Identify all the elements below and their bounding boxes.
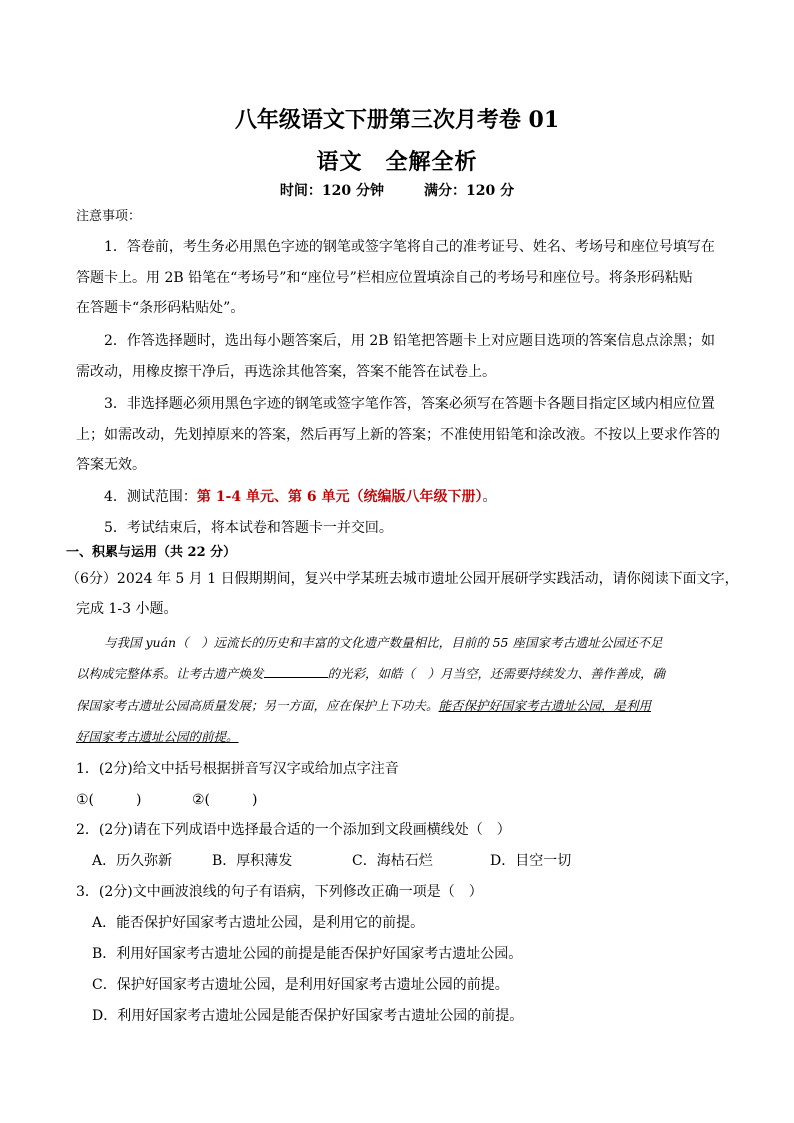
- question-2: 2．(2分)请在下列成语中选择最合适的一个添加到文段画横线处（ ）: [76, 822, 511, 838]
- passage-line1: 与我国 yuán（ ）远流长的历史和丰富的文化遗产数量相比，目前的 55 座国家考古遗址公园还不足: [104, 635, 663, 650]
- question-2-option-b: B．厚积薄发: [212, 853, 293, 869]
- exam-score: 满分：120 分: [424, 183, 515, 199]
- notice-item1-line3: 在答题卡“条形码粘贴处”。: [76, 300, 245, 316]
- notice-item2-line2: 需改动，用橡皮擦干净后，再选涂其他答案，答案不能答在试卷上。: [76, 364, 496, 380]
- question-1-answer-a: ①( ): [76, 792, 142, 808]
- section1-intro-line2: 完成 1-3 小题。: [76, 601, 178, 617]
- exam-time: 时间：120 分钟: [279, 183, 384, 199]
- notice-item3-line1: 3．非选择题必须用黑色字迹的钢笔或签字笔作答，答案必须写在答题卡各题目指定区域内相应位置: [104, 396, 715, 412]
- wavy-sentence-part2: 好国家考古遗址公园的前提。: [76, 729, 239, 744]
- notice-item4-prefix: 4．测试范围：: [104, 489, 197, 505]
- question-2-option-d: D．目空一切: [490, 853, 572, 869]
- passage-line2-a: 以构成完整体系。让考古遗产焕发: [76, 666, 264, 681]
- notice-item3-line3: 答案无效。: [76, 457, 146, 473]
- exam-title: 八年级语文下册第三次月考卷 01: [234, 107, 560, 133]
- notice-item1-line1: 1．答卷前，考生务必用黑色字迹的钢笔或签字笔将自己的准考证号、姓名、考场号和座位号填写在: [104, 239, 715, 255]
- notice-item2-line1: 2．作答选择题时，选出每小题答案后，用 2B 铅笔把答题卡上对应题目选项的答案信息点涂黑；如: [104, 333, 716, 349]
- notice-item4: [104, 487, 716, 507]
- notice-heading: 注意事项：: [76, 209, 142, 224]
- question-3-option-c: C．保护好国家考古遗址公园，是利用好国家考古遗址公园的前提。: [92, 977, 509, 993]
- notice-item3-line2: 上；如需改动，先划掉原来的答案，然后再写上新的答案；不准使用铅笔和涂改液。不按以上要求作答的: [76, 427, 720, 443]
- question-3-option-d: D．利用好国家考古遗址公园是能否保护好国家考古遗址公园的前提。: [92, 1008, 524, 1024]
- passage-line2: [76, 664, 716, 684]
- passage-line4: [76, 727, 716, 747]
- question-3-option-a: A．能否保护好国家考古遗址公园，是利用它的前提。: [92, 915, 425, 931]
- exam-time-score: [0, 180, 794, 200]
- fill-blank: [264, 665, 328, 678]
- passage-line2-b: 的光彩，如皓（ ）月当空，还需要持续发力、善作善成，确: [327, 666, 666, 681]
- question-3-option-b: B．利用好国家考古遗址公园的前提是能否保护好国家考古遗址公园。: [92, 946, 523, 962]
- question-3: 3．(2分)文中画波浪线的句子有语病，下列修改正确一项是（ ）: [76, 884, 483, 900]
- notice-item5: 5．考试结束后，将本试卷和答题卡一并交回。: [104, 520, 393, 536]
- question-1-answer-b: ②( ): [192, 792, 258, 808]
- section1-intro-line1: （6分）2024 年 5 月 1 日假期期间，复兴中学某班去城市遗址公园开展研学实践活动，请你阅读下面文字，: [66, 571, 739, 587]
- passage-line3: [76, 696, 716, 716]
- question-2-option-a: A．历久弥新: [92, 853, 173, 869]
- notice-item1-line2: 答题卡上。用 2B 铅笔在“考场号”和“座位号”栏相应位置填涂自己的考场号和座位号。将条形码粘贴: [76, 270, 693, 286]
- question-2-option-c: C．海枯石烂: [352, 853, 433, 869]
- notice-item4-scope: 第 1-4 单元、第 6 单元（统编版八年级下册）: [196, 489, 483, 505]
- section1-heading: 一、积累与运用（共 22 分）: [66, 545, 237, 560]
- wavy-sentence-part1: 能否保护好国家考古遗址公园，是利用: [438, 698, 652, 713]
- exam-subtitle: 语文 全解全析: [316, 149, 478, 175]
- question-1: 1．(2分)给文中括号根据拼音写汉字或给加点字注音: [76, 761, 399, 777]
- passage-line3-a: 保国家考古遗址公园高质量发展；另一方面，应在保护上下功夫。: [76, 698, 439, 713]
- notice-item4-suffix: 。: [482, 489, 497, 505]
